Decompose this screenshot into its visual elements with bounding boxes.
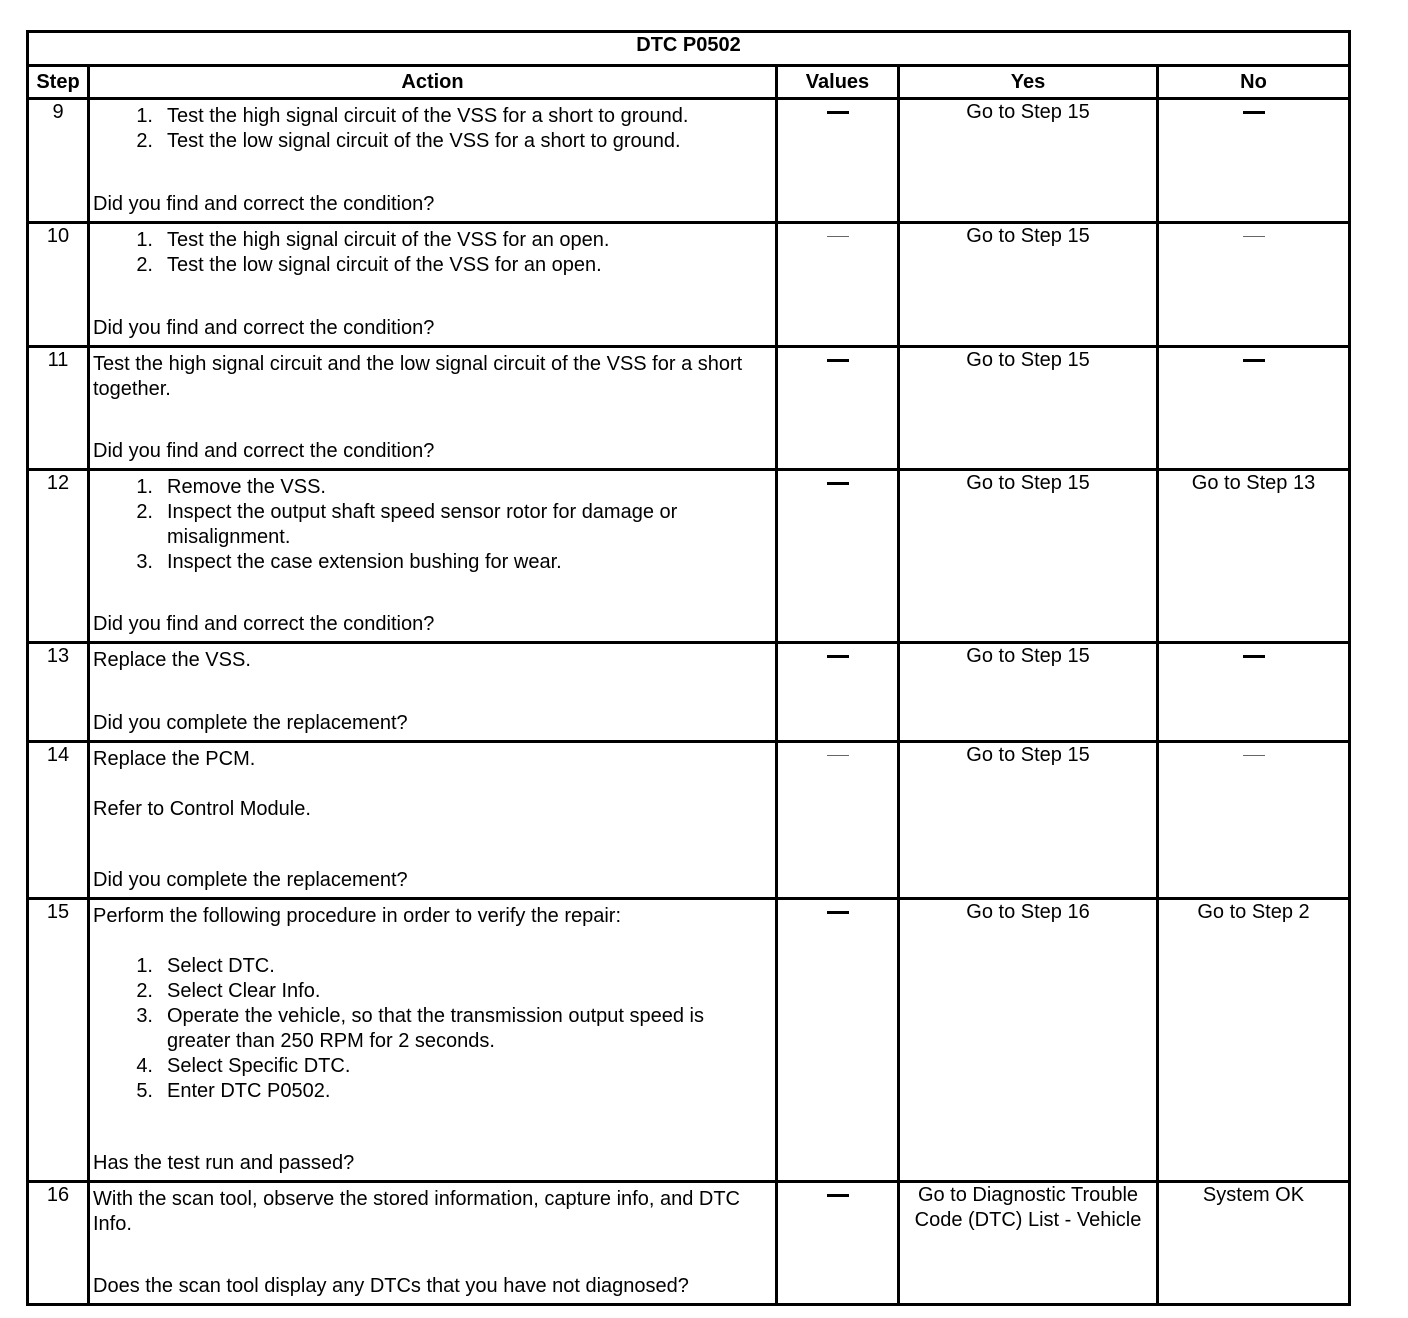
list-item-text: Test the high signal circuit of the VSS for a short to ground. <box>167 105 689 127</box>
yes-cell: Go to Step 15 <box>899 223 1158 347</box>
action-cell <box>89 223 777 347</box>
list-item-number: 2. <box>136 501 153 523</box>
list-item <box>93 1054 771 1079</box>
action-text: Test the high signal circuit and the low signal circuit of the VSS for a short together. <box>93 353 743 400</box>
yes-cell: Go to Step 15 <box>899 99 1158 223</box>
list-item-number: 1. <box>136 476 153 498</box>
list-item <box>93 129 771 154</box>
action-question: Has the test run and passed? <box>93 1152 355 1174</box>
table-row <box>28 347 1350 470</box>
list-item-number: 2. <box>136 254 153 276</box>
dash-icon <box>827 1194 849 1197</box>
action-question: Did you find and correct the condition? <box>93 440 435 462</box>
list-item-text: Select Specific DTC. <box>167 1055 351 1077</box>
dash-icon <box>1243 655 1265 658</box>
dash-icon <box>827 755 849 756</box>
step-number: 14 <box>28 742 89 899</box>
values-cell <box>777 470 899 643</box>
table-row <box>28 899 1350 1182</box>
values-cell <box>777 899 899 1182</box>
list-item-number: 3. <box>136 1005 153 1027</box>
action-question: Did you find and correct the condition? <box>93 317 435 339</box>
action-question: Does the scan tool display any DTCs that you have not diagnosed? <box>93 1275 689 1297</box>
list-item-number: 1. <box>136 105 153 127</box>
list-item-text: Inspect the output shaft speed sensor rotor for damage or misalignment. <box>167 501 678 548</box>
action-text: Perform the following procedure in order to verify the repair: <box>93 905 622 927</box>
header-action: Action <box>89 66 777 99</box>
list-item <box>93 979 771 1004</box>
step-number: 16 <box>28 1182 89 1305</box>
table-row <box>28 643 1350 742</box>
action-cell <box>89 899 777 1182</box>
table-row <box>28 470 1350 643</box>
action-list <box>93 228 771 278</box>
list-item-number: 5. <box>136 1080 153 1102</box>
dash-icon <box>1243 111 1265 114</box>
action-text: Replace the VSS. <box>93 649 251 671</box>
list-item-text: Select DTC. <box>167 955 275 977</box>
dash-icon <box>827 359 849 362</box>
no-cell: Go to Step 2 <box>1158 899 1350 1182</box>
no-cell: System OK <box>1158 1182 1350 1305</box>
table-row <box>28 223 1350 347</box>
list-item-text: Select Clear Info. <box>167 980 321 1002</box>
list-item-number: 2. <box>136 980 153 1002</box>
yes-cell: Go to Step 16 <box>899 899 1158 1182</box>
table-row <box>28 1182 1350 1305</box>
step-number: 12 <box>28 470 89 643</box>
action-list <box>93 104 771 154</box>
list-item <box>93 253 771 278</box>
step-number: 13 <box>28 643 89 742</box>
action-cell <box>89 643 777 742</box>
no-cell <box>1158 99 1350 223</box>
list-item-text: Test the high signal circuit of the VSS for an open. <box>167 229 610 251</box>
list-item <box>93 1004 771 1054</box>
step-number: 11 <box>28 347 89 470</box>
dash-icon <box>827 911 849 914</box>
no-cell <box>1158 223 1350 347</box>
action-cell <box>89 1182 777 1305</box>
header-no: No <box>1158 66 1350 99</box>
list-item <box>93 1079 771 1104</box>
no-cell <box>1158 742 1350 899</box>
table-title: DTC P0502 <box>28 32 1350 66</box>
list-item-number: 2. <box>136 130 153 152</box>
list-item-number: 1. <box>136 229 153 251</box>
list-item <box>93 550 771 575</box>
action-question: Did you find and correct the condition? <box>93 193 435 215</box>
list-item <box>93 500 771 550</box>
action-question: Did you complete the replacement? <box>93 712 408 734</box>
list-item <box>93 954 771 979</box>
step-number: 10 <box>28 223 89 347</box>
dash-icon <box>1243 359 1265 362</box>
header-step: Step <box>28 66 89 99</box>
table-body <box>28 99 1350 1305</box>
step-number: 15 <box>28 899 89 1182</box>
no-cell <box>1158 643 1350 742</box>
no-cell: Go to Step 13 <box>1158 470 1350 643</box>
list-item-text: Test the low signal circuit of the VSS for a short to ground. <box>167 130 681 152</box>
action-cell <box>89 347 777 470</box>
action-text: Replace the PCM. <box>93 748 256 770</box>
dash-icon <box>827 111 849 114</box>
dash-icon <box>827 236 849 237</box>
dash-icon <box>1243 755 1265 756</box>
action-cell <box>89 99 777 223</box>
header-values: Values <box>777 66 899 99</box>
values-cell <box>777 1182 899 1305</box>
list-item-number: 4. <box>136 1055 153 1077</box>
yes-cell: Go to Step 15 <box>899 742 1158 899</box>
yes-cell: Go to Step 15 <box>899 470 1158 643</box>
list-item-text: Inspect the case extension bushing for wear. <box>167 551 562 573</box>
table-row <box>28 99 1350 223</box>
values-cell <box>777 742 899 899</box>
dash-icon <box>827 482 849 485</box>
header-yes: Yes <box>899 66 1158 99</box>
action-question: Did you complete the replacement? <box>93 869 408 891</box>
values-cell <box>777 223 899 347</box>
list-item <box>93 104 771 129</box>
list-item-text: Enter DTC P0502. <box>167 1080 331 1102</box>
yes-cell: Go to Diagnostic Trouble Code (DTC) List - Vehicle <box>899 1182 1158 1305</box>
action-cell <box>89 742 777 899</box>
step-number: 9 <box>28 99 89 223</box>
action-text: Refer to Control Module. <box>93 798 311 820</box>
yes-cell: Go to Step 15 <box>899 347 1158 470</box>
dash-icon <box>827 655 849 658</box>
list-item-text: Test the low signal circuit of the VSS for an open. <box>167 254 602 276</box>
no-cell <box>1158 347 1350 470</box>
action-list <box>93 954 771 1104</box>
action-list <box>93 475 771 575</box>
list-item <box>93 228 771 253</box>
values-cell <box>777 347 899 470</box>
list-item <box>93 475 771 500</box>
action-text: With the scan tool, observe the stored information, capture info, and DTC Info. <box>93 1188 740 1235</box>
yes-cell: Go to Step 15 <box>899 643 1158 742</box>
list-item-number: 3. <box>136 551 153 573</box>
action-question: Did you find and correct the condition? <box>93 613 435 635</box>
table-row <box>28 742 1350 899</box>
dtc-table <box>26 30 1351 1306</box>
values-cell <box>777 99 899 223</box>
list-item-number: 1. <box>136 955 153 977</box>
values-cell <box>777 643 899 742</box>
action-cell <box>89 470 777 643</box>
list-item-text: Operate the vehicle, so that the transmission output speed is greater than 250 RPM for 2 seconds. <box>167 1005 704 1052</box>
dash-icon <box>1243 236 1265 237</box>
list-item-text: Remove the VSS. <box>167 476 326 498</box>
